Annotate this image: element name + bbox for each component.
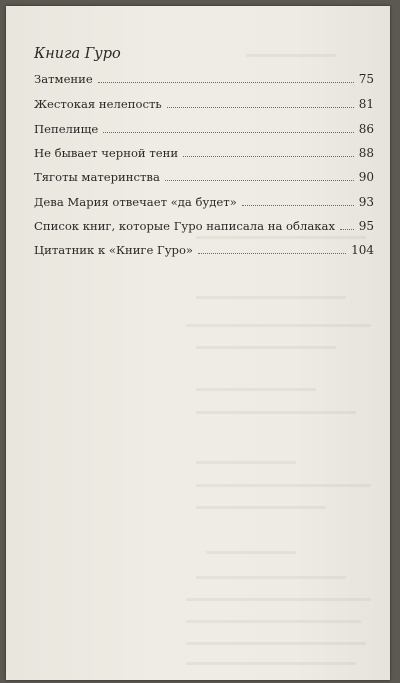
bleed-through-mark [196, 346, 336, 349]
bleed-through-mark [186, 662, 356, 665]
toc-entry-title: Цитатник к «Книге Гуро» [34, 243, 194, 257]
dot-leader [103, 132, 353, 133]
dot-leader [167, 107, 354, 108]
toc-entry [34, 118, 374, 136]
toc-page-number: 90 [358, 170, 374, 184]
dot-leader [183, 156, 354, 157]
bleed-through-mark [186, 598, 371, 601]
bleed-through-mark [186, 324, 371, 327]
toc-page-number: 93 [358, 195, 374, 209]
bleed-through-mark [246, 54, 336, 57]
bleed-through-mark [206, 551, 296, 554]
dot-leader [198, 253, 346, 254]
toc-page-number: 86 [358, 122, 374, 136]
section-title: Книга Гуро [34, 46, 121, 62]
bleed-through-mark [186, 620, 361, 623]
book-page [6, 6, 390, 680]
toc-entry-title: Дева Мария отвечает «да будет» [34, 195, 237, 209]
bleed-through-mark [196, 576, 346, 579]
toc-entry [34, 68, 374, 86]
bleed-through-mark [196, 411, 356, 414]
toc-entry-title: Список книг, которые Гуро написала на облаках [34, 219, 335, 233]
toc-page-number: 95 [358, 219, 374, 233]
dot-leader [165, 180, 354, 181]
toc-entry-title: Пепелище [34, 122, 99, 136]
bleed-through-mark [196, 484, 371, 487]
dot-leader [340, 229, 354, 230]
dot-leader [242, 205, 354, 206]
toc-page-number: 104 [351, 243, 374, 257]
toc-page-number: 75 [358, 72, 374, 86]
toc-entry-title: Жестокая нелепость [34, 97, 162, 111]
dot-leader [98, 82, 354, 83]
toc-entry [34, 166, 374, 184]
toc-page-number: 88 [358, 146, 374, 160]
toc-entry [34, 142, 374, 160]
toc-entry-title: Тяготы материнства [34, 170, 160, 184]
toc-page-number: 81 [358, 97, 374, 111]
bleed-through-mark [196, 506, 326, 509]
toc-entry [34, 93, 374, 111]
bleed-through-mark [196, 461, 296, 464]
toc-entry [34, 191, 374, 209]
bleed-through-mark [186, 642, 366, 645]
toc-entry [34, 215, 374, 233]
toc-entry-title: Не бывает черной тени [34, 146, 179, 160]
toc-entry-title: Затмение [34, 72, 93, 86]
bleed-through-mark [196, 388, 316, 391]
bleed-through-mark [196, 296, 346, 299]
toc-entry [34, 239, 374, 257]
